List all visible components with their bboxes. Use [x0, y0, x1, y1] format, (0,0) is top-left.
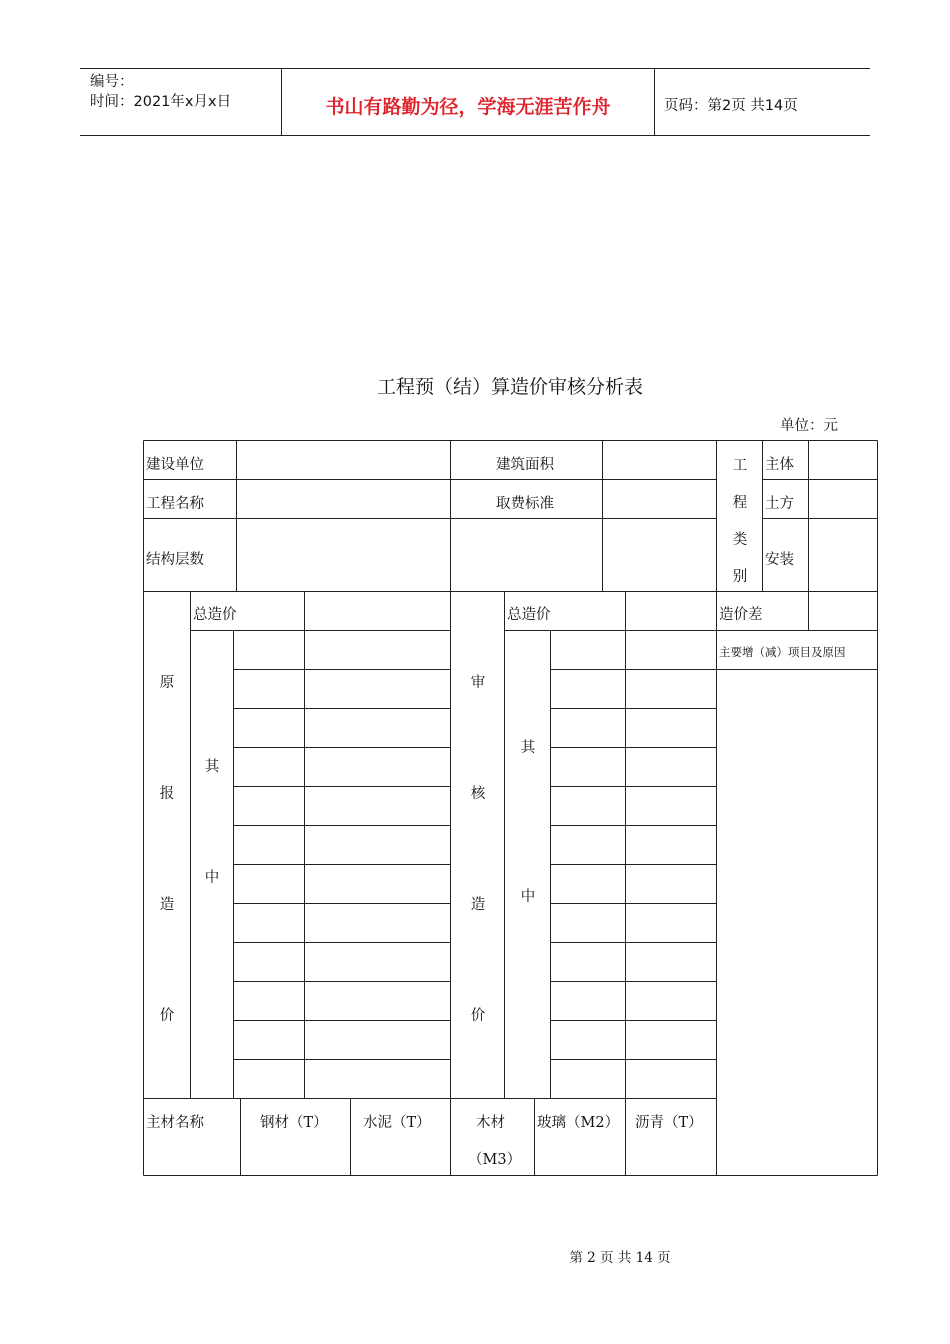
- original-price-char: 价: [159, 1008, 175, 1024]
- page-info: 页码：第2页 共14页: [664, 98, 798, 114]
- audit-price-char: 审: [470, 675, 486, 691]
- audit-among-char: 中: [520, 889, 536, 905]
- material-wood-unit: （M3）: [468, 1152, 522, 1168]
- original-price-char: 造: [159, 897, 175, 913]
- original-price-char: 原: [159, 675, 175, 691]
- material-cement: 水泥（T）: [363, 1115, 431, 1131]
- time-label: 时间：2021年x月x日: [90, 94, 232, 110]
- type-earth-label: 土方: [765, 496, 794, 512]
- original-among-char: 其: [204, 759, 220, 775]
- materials-label: 主材名称: [146, 1115, 204, 1131]
- motto: 书山有路勤为径，学海无涯苦作舟: [325, 96, 611, 118]
- material-glass: 玻璃（M2）: [537, 1115, 620, 1131]
- project-name-label: 工程名称: [146, 496, 204, 512]
- unit-label: 单位：元: [780, 418, 838, 434]
- fee-standard-label: 取费标准: [496, 496, 554, 512]
- original-among-char: 中: [204, 870, 220, 886]
- original-price-char: 报: [159, 786, 175, 802]
- building-area-label: 建筑面积: [496, 457, 554, 473]
- price-diff-label: 造价差: [719, 607, 763, 623]
- original-total-label: 总造价: [193, 607, 237, 623]
- serial-label: 编号：: [90, 74, 134, 90]
- audit-among-char: 其: [520, 740, 536, 756]
- project-type-char: 程: [732, 495, 748, 511]
- audit-price-char: 价: [470, 1008, 486, 1024]
- material-steel: 钢材（T）: [260, 1115, 328, 1131]
- material-wood: 木材: [476, 1115, 505, 1131]
- material-asphalt: 沥青（T）: [635, 1115, 703, 1131]
- project-type-char: 工: [732, 458, 748, 474]
- build-unit-label: 建设单位: [146, 457, 204, 473]
- type-install-label: 安装: [765, 552, 794, 568]
- main-items-label: 主要增（减）项目及原因: [719, 645, 846, 659]
- type-main-label: 主体: [765, 457, 794, 473]
- audit-price-char: 造: [470, 897, 486, 913]
- form-title: 工程预（结）算造价审核分析表: [376, 376, 643, 398]
- audit-price-char: 核: [470, 786, 486, 802]
- audit-total-label: 总造价: [507, 607, 551, 623]
- project-type-char: 别: [732, 569, 748, 585]
- footer-page: 第 2 页 共 14 页: [569, 1250, 671, 1266]
- project-type-char: 类: [732, 532, 748, 548]
- structure-floors-label: 结构层数: [146, 552, 204, 568]
